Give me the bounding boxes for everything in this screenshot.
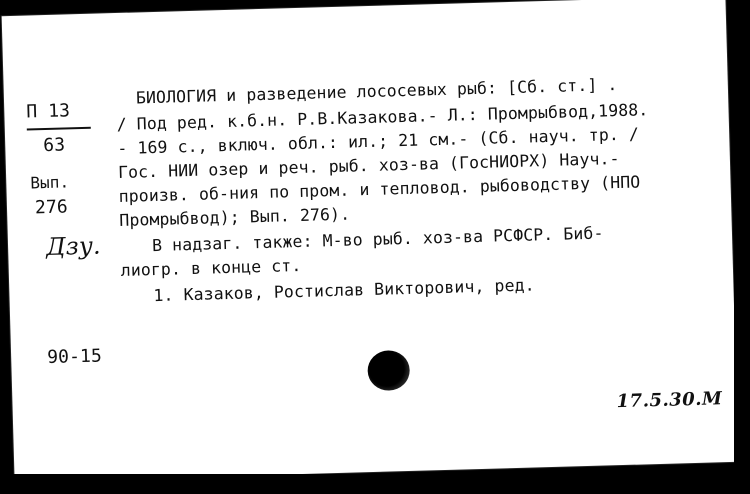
entry-line-association: произв. об-ния по пром. и тепловод. рыбоводству (НПО bbox=[118, 172, 641, 206]
series-issue-number: 276 bbox=[34, 196, 69, 219]
call-number-line1: П 13 bbox=[26, 100, 71, 123]
entry-line-title: БИОЛОГИЯ и разведение лососевых рыб: [Сб. ст.] . bbox=[135, 75, 618, 108]
call-number-line2: 63 bbox=[42, 134, 66, 157]
entry-line-institute: Гос. НИИ озер и реч. рыб. хоз-ва (ГосНИОРХ) Науч.- bbox=[117, 149, 620, 183]
catalog-card bbox=[2, 0, 739, 482]
entry-line-pages: - 169 с., включ. обл.: ил.; 21 см.- (Сб. науч. тр. / bbox=[117, 124, 640, 159]
entry-line-editor: / Под ред. к.б.н. Р.В.Казакова.- Л.: Промрыбвод,1988. bbox=[116, 100, 649, 135]
handwritten-date: 17.5.30.М bbox=[616, 388, 723, 413]
entry-line-bibliography: лиогр. в конце ст. bbox=[120, 255, 302, 280]
scan-border-bottom bbox=[0, 474, 750, 494]
handwritten-mark: Дзу. bbox=[45, 231, 102, 262]
entry-line-added-entry: 1. Казаков, Ростислав Викторович, ред. bbox=[153, 275, 535, 306]
punch-hole bbox=[367, 350, 410, 391]
scan-border-right bbox=[734, 0, 750, 494]
entry-line-note: В надзаг. также: М-во рыб. хоз-ва РСФСР. Биб- bbox=[151, 223, 604, 256]
classification-code: 90-15 bbox=[46, 345, 103, 369]
series-issue-label: Вып. bbox=[30, 172, 70, 193]
call-number-divider bbox=[27, 127, 91, 131]
entry-line-series: Промрыбвод); Вып. 276). bbox=[119, 204, 351, 230]
